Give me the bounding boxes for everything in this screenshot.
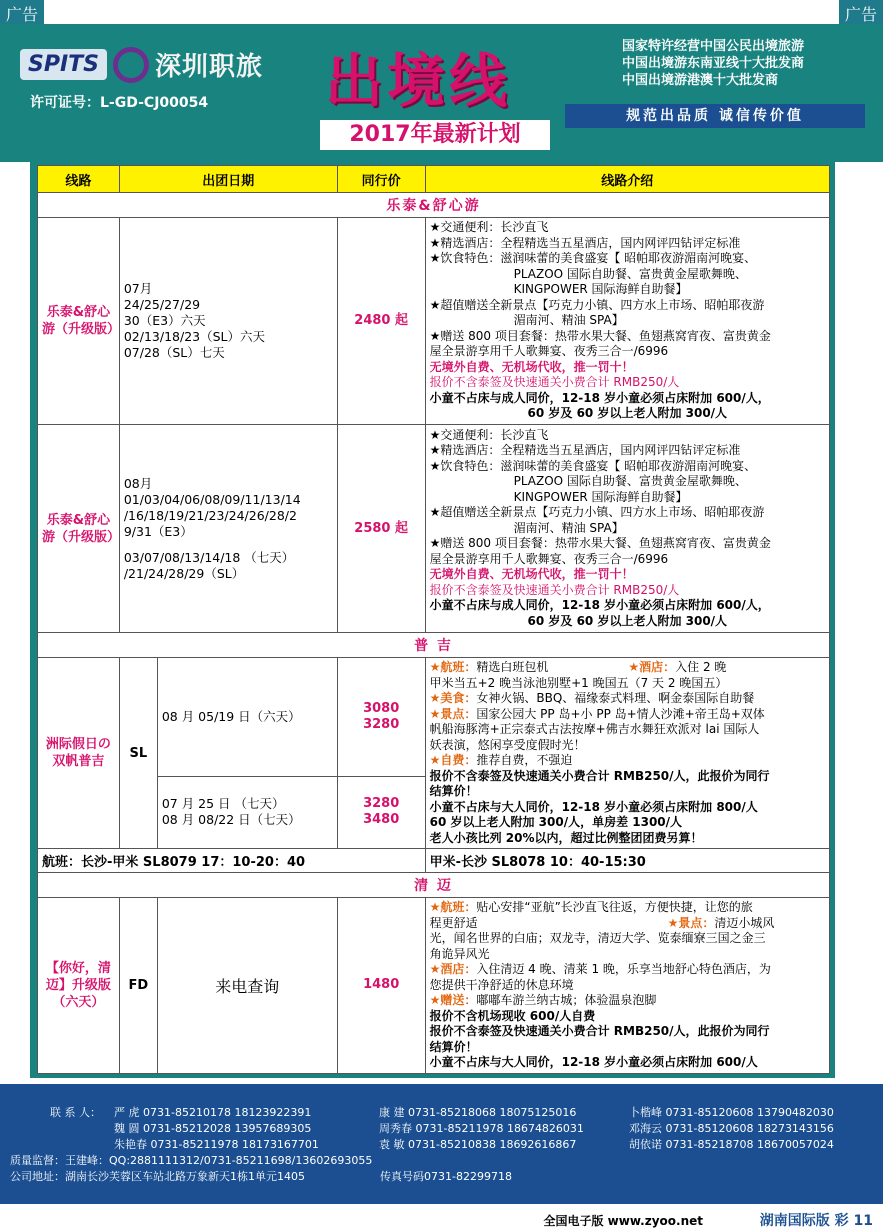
contact-item: 胡依诺 0731-85218708 18670057024: [629, 1138, 834, 1151]
plan-title: 2017年最新计划: [320, 120, 550, 150]
price: [337, 776, 425, 848]
contact-item: 康 建 0731-85218068 18075125016: [379, 1106, 577, 1119]
desc-label: ★酒店：: [628, 660, 676, 674]
desc-note: 报价不含泰签及快速通关小费合计 RMB250/人，此报价为同行: [429, 768, 770, 783]
table-header-row: [38, 166, 830, 193]
header-banner: [0, 24, 883, 162]
contact-item: 周秀春 0731-85211978 18674826031: [379, 1122, 584, 1135]
price: 2480 起: [337, 218, 425, 425]
contact-item: 袁 敏 0731-85210838 18692616867: [379, 1138, 577, 1151]
table-row: [38, 218, 830, 425]
price-line: 3280: [363, 796, 400, 812]
desc-label: ★酒店：: [429, 962, 477, 976]
date-line: 07月: [123, 281, 153, 296]
route-table: [37, 165, 830, 1074]
departure-dates: [119, 425, 337, 633]
date-line: 01/03/04/06/08/09/11/13/14: [123, 491, 301, 507]
departure-dates: [157, 776, 337, 848]
route-desc: [425, 218, 829, 425]
desc-line: 角诡异风光: [429, 946, 490, 961]
page-title: 出境线: [325, 47, 512, 115]
departure-dates: [119, 218, 337, 425]
desc-line: ★精选酒店：全程精选当五星酒店，国内网评四钻评定标准: [429, 443, 741, 458]
desc-child-note: 小童不占床与大人同价，12-18 岁小童必须占床附加 600/人: [429, 1055, 758, 1069]
desc-label: ★景点：: [429, 706, 477, 721]
desc-line: 妖表演，悠闲享受度假时光！: [429, 737, 586, 752]
desc-line: 屋全景游享用千人歌舞宴、夜秀三合一/6996: [429, 551, 669, 566]
header-route: 线路: [38, 166, 120, 193]
airline-code: FD: [119, 898, 157, 1074]
footer: [0, 1084, 883, 1204]
rights-line: 国家特许经营中国公民出境旅游: [622, 39, 805, 54]
desc-text: 推荐自费，不强迫: [476, 753, 573, 767]
desc-label: ★美食：: [429, 691, 477, 705]
route-desc: [425, 898, 829, 1074]
ad-label-left: 广告: [0, 0, 44, 27]
slogan: 规范出品质 诚信传价值: [565, 104, 865, 128]
contact-item: 严 虎 0731-85210178 18123922391: [114, 1106, 312, 1119]
desc-senior-note: 60 岁及 60 岁以上老人附加 300/人: [527, 406, 728, 421]
quality-supervision: 质量监督：王建峰：QQ:2881111312/0731-85211698/13602693055: [10, 1154, 373, 1167]
price: 2580 起: [337, 425, 425, 633]
ad-label-right: 广告: [839, 0, 883, 27]
route-name: 洲际假日の双帆普吉: [38, 658, 120, 849]
desc-line: ★饮食特色：滋润味蕾的美食盛宴【 昭帕耶夜游湄南河晚宴、: [429, 458, 757, 473]
desc-note: 报价不含泰签及快速通关小费合计 RMB250/人，此报价为同行: [429, 1024, 770, 1038]
logo-cn: 深圳职旅: [155, 52, 264, 82]
desc-label: ★航班：: [429, 660, 477, 674]
desc-line: ★超值赠送全新景点【巧克力小镇、四方水上市场、昭帕耶夜游: [429, 505, 765, 520]
date-line: 08 月 08/22 日（七天）: [161, 812, 301, 828]
desc-text: 清迈小城风: [714, 915, 775, 930]
date-line: 9/31（E3）: [123, 523, 193, 539]
desc-senior-note: 60 岁及 60 岁以上老人附加 300/人: [527, 613, 728, 628]
header-dates: 出团日期: [119, 166, 337, 193]
date-line: /21/24/28/29（SL）: [123, 565, 245, 581]
date-line: /16/18/19/21/23/24/26/28/2: [123, 507, 297, 523]
desc-line: KINGPOWER 国际海鲜自助餐】: [513, 282, 688, 297]
departure-dates: 08 月 05/19 日（六天）: [157, 658, 337, 777]
desc-ratio-note: 老人小孩比列 20%以内，超过比例整团团费另算！: [429, 830, 703, 845]
date-line: 07/28（SL）七天: [123, 345, 225, 360]
route-desc: [425, 658, 829, 849]
desc-line: ★交通便利：长沙直飞: [429, 220, 549, 235]
website-text: 全国电子版 www.zyoo.net: [543, 1214, 703, 1228]
desc-text: 女神火锅、BBQ、福缘泰式料理、啊金泰国际自助餐: [476, 691, 755, 705]
contact-item: 朱艳春 0731-85211978 18173167701: [114, 1138, 319, 1151]
desc-child-note: 小童不占床与大人同价，12-18 岁小童必须占床附加 800/人: [429, 799, 758, 814]
desc-text: 入住清迈 4 晚、清莱 1 晚，乐享当地舒心特色酒店，为: [476, 962, 771, 976]
desc-text: 程更舒适: [429, 915, 478, 930]
flight-row: [38, 849, 830, 873]
desc-line: ★赠送 800 项目套餐：热带水果大餐、鱼翅燕窝宵夜、富贵黄金: [429, 536, 771, 551]
contact-item: 邓海云 0731-85120608 18273143156: [629, 1122, 834, 1135]
table-row: [38, 658, 830, 777]
desc-child-note: 小童不占床与成人同价，12-18 岁小童必须占床附加 600/人，: [429, 390, 770, 405]
desc-label: ★自费：: [429, 753, 477, 767]
section-title: 清 迈: [38, 873, 830, 898]
desc-line: ★赠送 800 项目套餐：热带水果大餐、鱼翅燕窝宵夜、富贵黄金: [429, 328, 771, 343]
route-name: 乐泰&舒心游（升级版）: [38, 425, 120, 633]
date-line: 03/07/08/13/14/18 （七天）: [123, 549, 295, 565]
company-logo: [20, 46, 263, 83]
departure-dates: 来电查询: [157, 898, 337, 1074]
section-title: 普 吉: [38, 633, 830, 658]
fax-number: 传真号码0731-82299718: [380, 1170, 512, 1183]
date-line: 08月: [123, 475, 153, 491]
desc-line: 您提供干净舒适的休息环境: [429, 977, 574, 992]
desc-senior-note: 60 岁以上老人附加 300/人，单房差 1300/人: [429, 815, 683, 829]
price-line: 3480: [363, 812, 400, 828]
desc-text: 嘟嘟车游兰纳古城；体验温泉泡脚: [476, 993, 657, 1007]
desc-note: 报价不含泰签及快速通关小费合计 RMB250/人: [429, 582, 680, 597]
header-desc: 线路介绍: [425, 166, 829, 193]
rights-line: 中国出境游港澳十大批发商: [622, 73, 779, 88]
desc-note: 结算价！: [429, 784, 478, 798]
contact-item: 卜楷峰 0731-85120608 13790482030: [629, 1106, 834, 1119]
logo-en: SPITS: [20, 49, 107, 80]
rights-line: 中国出境游东南亚线十大批发商: [622, 56, 805, 71]
route-name: 乐泰&舒心游（升级版）: [38, 218, 120, 425]
desc-line: 湄南河、精油 SPA】: [513, 313, 624, 328]
desc-line: 帆船海豚湾+正宗泰式古法按摩+佛吉水舞狂欢派对 lai 国际人: [429, 722, 760, 736]
flight-outbound: 航班：长沙-甲米 SL8079 17：10-20：40: [38, 849, 426, 873]
desc-line: 屋全景游享用千人歌舞宴、夜秀三合一/6996: [429, 344, 669, 359]
flight-return: 甲米-长沙 SL8078 10：40-15:30: [425, 849, 829, 873]
date-line: 24/25/27/29: [123, 297, 201, 312]
date-line: 30（E3）六天: [123, 313, 206, 328]
header-price: 同行价: [337, 166, 425, 193]
desc-note: 报价不含机场现收 600/人自费: [429, 1008, 596, 1023]
desc-text: 入住 2 晚: [675, 660, 727, 674]
contact-list: [10, 1104, 834, 1184]
desc-note: 结算价！: [429, 1039, 478, 1054]
desc-text: 贴心安排“亚航”长沙直飞往返，方便快捷，让您的旅: [476, 900, 753, 914]
desc-child-note: 小童不占床与成人同价，12-18 岁小童必须占床附加 600/人，: [429, 598, 770, 613]
route-name: 【你好，清迈】升级版（六天）: [38, 898, 120, 1074]
license-number: 许可证号：L-GD-CJ00054: [30, 95, 209, 111]
desc-line: PLAZOO 国际自助餐、富贵黄金屋歌舞晚、: [513, 266, 747, 281]
price: [337, 658, 425, 777]
section-title: 乐泰&舒心游: [38, 193, 830, 218]
desc-line: ★饮食特色：滋润味蕾的美食盛宴【 昭帕耶夜游湄南河晚宴、: [429, 251, 757, 266]
desc-line: ★超值赠送全新景点【巧克力小镇、四方水上市场、昭帕耶夜游: [429, 297, 765, 312]
date-spacer: [124, 540, 333, 550]
desc-note: 报价不含泰签及快速通关小费合计 RMB250/人: [429, 375, 680, 390]
price: 1480: [337, 898, 425, 1074]
rights-list: [622, 38, 804, 89]
desc-line: PLAZOO 国际自助餐、富贵黄金屋歌舞晚、: [513, 474, 747, 489]
table-row: [38, 898, 830, 1074]
route-desc: [425, 425, 829, 633]
page-bottom-bar: [0, 1208, 883, 1230]
table-row: [38, 425, 830, 633]
price-line: 3280: [363, 716, 400, 732]
date-line: 02/13/18/23（SL）六天: [123, 329, 265, 344]
company-address: 公司地址：湖南长沙芙蓉区车站北路万象新天1栋1单元1405: [10, 1170, 305, 1183]
desc-text: 国家公园大 PP 岛+小 PP 岛+情人沙滩+帝王岛+双体: [476, 706, 765, 721]
desc-line: ★精选酒店：全程精选当五星酒店，国内网评四钻评定标准: [429, 235, 741, 250]
desc-warning: 无境外自费、无机场代收，推一罚十！: [429, 359, 634, 374]
contact-label: 联 系 人：: [50, 1106, 101, 1119]
desc-label: ★景点：: [667, 915, 715, 930]
desc-line: ★交通便利：长沙直飞: [429, 427, 549, 442]
desc-warning: 无境外自费、无机场代收，推一罚十！: [429, 567, 634, 582]
desc-line: 甲米当五+2 晚当泳池别墅+1 晚国五（7 天 2 晚国五）: [429, 675, 728, 690]
desc-line: 光，闻名世界的白庙；双龙寺，清迈大学、览泰缅寮三国之金三: [429, 931, 766, 945]
airline-code: SL: [119, 658, 157, 849]
date-line: 07 月 25 日 （七天）: [161, 796, 285, 812]
desc-line: KINGPOWER 国际海鲜自助餐】: [513, 489, 688, 504]
desc-label: ★航班：: [429, 900, 477, 914]
desc-text: 精选白班包机: [476, 660, 549, 674]
edition-label: 湖南国际版 彩 11: [759, 1213, 873, 1229]
desc-line: 湄南河、精油 SPA】: [513, 520, 624, 535]
contact-item: 魏 圆 0731-85212028 13957689305: [114, 1122, 312, 1135]
logo-mark-icon: [113, 47, 149, 83]
desc-label: ★赠送：: [429, 993, 477, 1007]
price-line: 3080: [363, 700, 400, 716]
